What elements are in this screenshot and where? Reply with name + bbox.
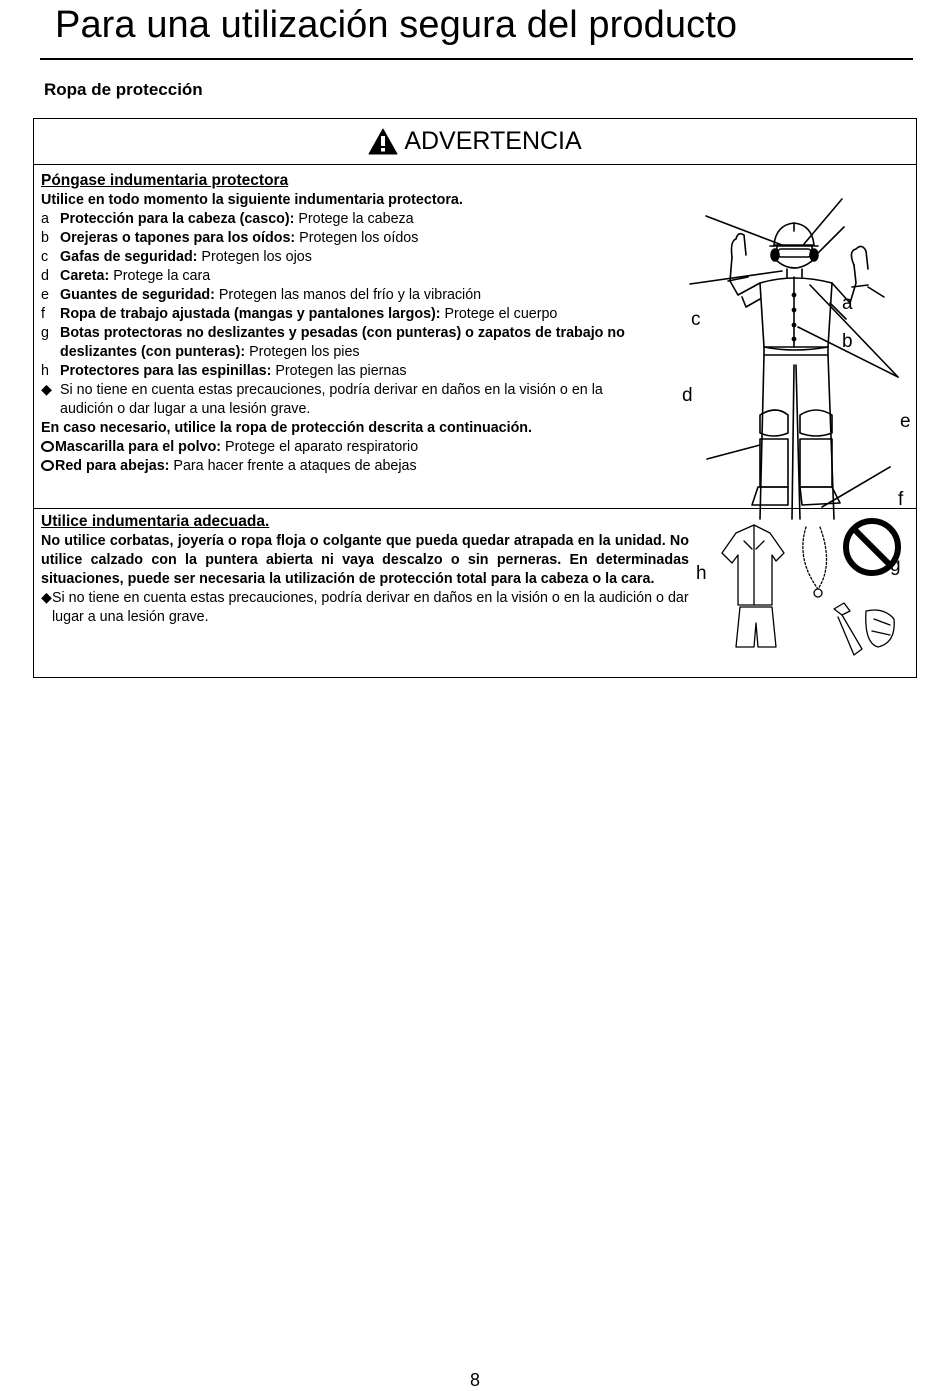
section-divider (34, 508, 916, 509)
figure-label-a: a (842, 293, 853, 314)
warning-header (34, 119, 916, 165)
figure-label-f: f (898, 489, 904, 510)
protective-clothing-illustration (642, 169, 912, 584)
protective-item (41, 267, 631, 286)
item-bold-label: Ropa de trabajo ajustada (mangas y pantalones largos): (60, 306, 441, 322)
optional-item-description: Para hacer frente a ataques de abejas (169, 458, 417, 474)
optional-items-list (41, 438, 631, 476)
protective-clothing-block (41, 171, 631, 476)
protective-items-list (41, 210, 631, 381)
item-description: Protege el cuerpo (440, 306, 558, 322)
item-description: Protegen las piernas (271, 363, 407, 379)
warning-triangle-icon (368, 128, 398, 155)
item-description: Protege la cabeza (294, 211, 414, 227)
circle-bullet-icon (41, 441, 54, 452)
optional-item-label: Mascarilla para el polvo: (55, 439, 222, 455)
diamond-bullet: ◆ (41, 382, 52, 398)
appropriate-clothing-body: No utilice corbatas, joyería o ropa floja o colgante que pueda quedar atrapada en la unidad. No utilice calzado con la puntera abierta ni vaya descalzo o sin perneras. En determinadas situaciones, puede ser necesaria la utilización de protección total para la cabeza o la cara. (41, 533, 689, 587)
warning-box (33, 118, 917, 678)
item-bold-label: Botas protectoras no deslizantes y pesadas (con punteras) o zapatos de trabajo no deslizantes (con punteras): (60, 325, 625, 360)
protective-clothing-intro: Utilice en todo momento la siguiente indumentaria protectora. (41, 192, 463, 208)
item-letter: f (41, 306, 45, 322)
item-bold-label: Guantes de seguridad: (60, 287, 215, 303)
item-letter: c (41, 249, 49, 265)
protective-item (41, 286, 631, 305)
item-bold-label: Protección para la cabeza (casco): (60, 211, 295, 227)
item-bold-label: Careta: (60, 268, 110, 284)
optional-item-label: Red para abejas: (55, 458, 170, 474)
figure-label-d: d (682, 385, 693, 406)
item-description: Protegen los ojos (197, 249, 312, 265)
item-description: Protege la cara (109, 268, 211, 284)
warning-label: ADVERTENCIA (404, 127, 582, 155)
circle-bullet-icon (41, 460, 54, 471)
prohibited-items-illustration (714, 519, 904, 657)
item-letter: b (41, 230, 49, 246)
diamond-bullet-2: ◆ (41, 590, 52, 606)
figure-label-b: b (842, 331, 853, 352)
protective-item (41, 362, 631, 381)
item-description: Protegen los oídos (295, 230, 419, 246)
item-bold-label: Orejeras o tapones para los oídos: (60, 230, 296, 246)
diamond-note-2-text: Si no tiene en cuenta estas precauciones, podría derivar en daños en la visión o en la audición o dar lugar a una lesión grave. (52, 590, 689, 625)
item-letter: g (41, 325, 49, 341)
page-title: Para una utilización segura del producto (55, 4, 738, 46)
protective-item (41, 324, 631, 362)
protective-clothing-heading: Póngase indumentaria protectora (41, 172, 289, 189)
figure-label-h: h (696, 563, 707, 584)
optional-intro: En caso necesario, utilice la ropa de protección descrita a continuación. (41, 420, 533, 436)
title-rule (40, 58, 913, 60)
protective-item (41, 210, 631, 229)
figure-label-e: e (900, 411, 911, 432)
section-heading: Ropa de protección (44, 80, 203, 99)
item-letter: a (41, 211, 49, 227)
item-description: Protegen los pies (245, 344, 360, 360)
appropriate-clothing-block (41, 512, 689, 627)
diamond-note (41, 381, 631, 419)
figure-label-c: c (691, 309, 701, 330)
prohibition-icon (846, 521, 898, 573)
diamond-note-2 (41, 589, 689, 627)
appropriate-clothing-heading: Utilice indumentaria adecuada. (41, 513, 270, 530)
figure-label-g: g (890, 555, 901, 576)
optional-item (41, 438, 631, 457)
protective-item (41, 248, 631, 267)
protective-item (41, 229, 631, 248)
optional-item (41, 457, 631, 476)
optional-item-description: Protege el aparato respiratorio (221, 439, 419, 455)
diamond-note-text: Si no tiene en cuenta estas precauciones, podría derivar en daños en la visión o en la audición o dar lugar a una lesión grave. (60, 382, 603, 417)
protective-item (41, 305, 631, 324)
item-description: Protegen las manos del frío y la vibración (214, 287, 482, 303)
item-bold-label: Gafas de seguridad: (60, 249, 198, 265)
page-number: 8 (469, 1370, 480, 1390)
item-letter: d (41, 268, 49, 284)
item-letter: h (41, 363, 49, 379)
item-bold-label: Protectores para las espinillas: (60, 363, 272, 379)
item-letter: e (41, 287, 49, 303)
